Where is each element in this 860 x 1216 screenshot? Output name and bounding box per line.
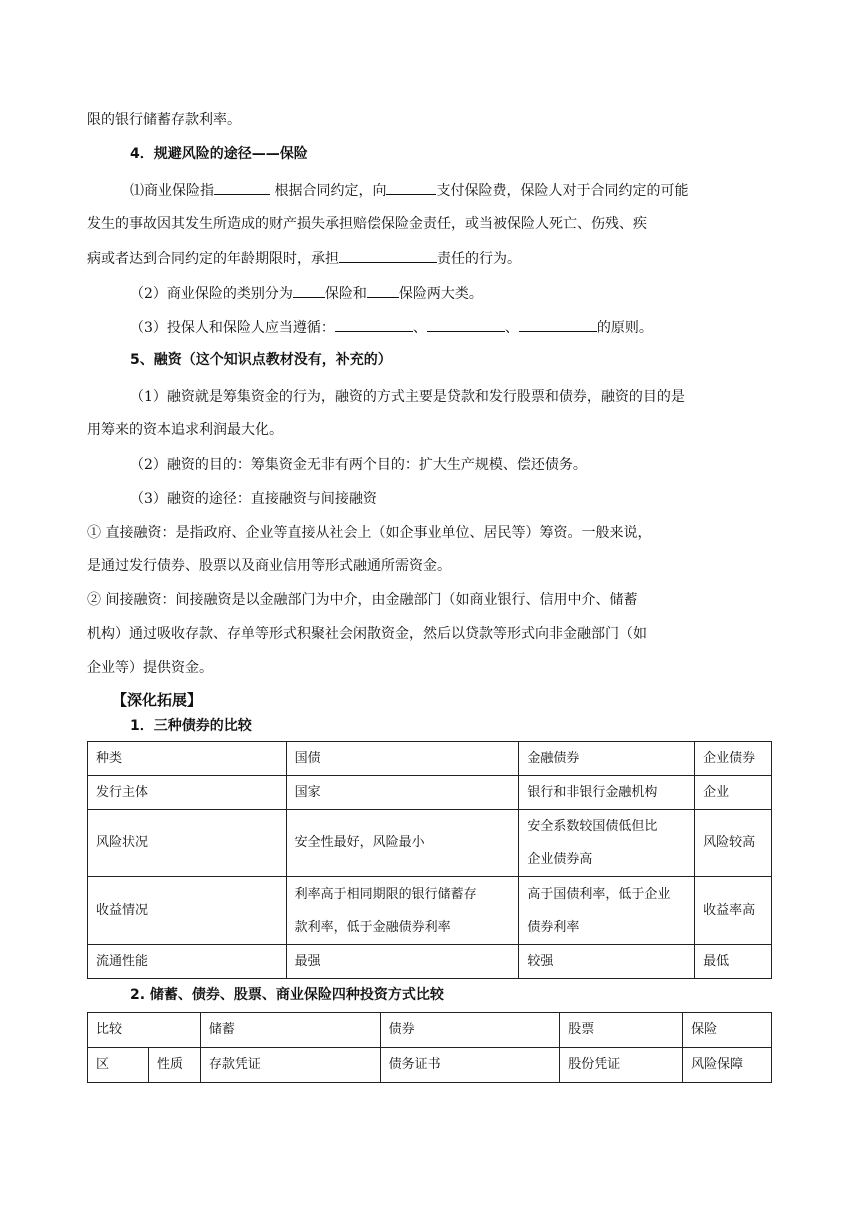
table-cell: 流通性能 bbox=[88, 945, 287, 979]
paragraph-insurance-3 bbox=[130, 317, 653, 338]
table-cell: 最低 bbox=[695, 945, 772, 979]
table-cell: 保险 bbox=[683, 1013, 772, 1048]
cell-line: 利率高于相同期限的银行储蓄存 bbox=[294, 886, 477, 902]
text-line: 限的银行储蓄存款利率。 bbox=[87, 112, 241, 128]
fill-blank[interactable] bbox=[214, 180, 270, 195]
cell-line: 债券利率 bbox=[527, 919, 580, 935]
table-cell: 债券 bbox=[380, 1013, 560, 1048]
text-span: 保险和 bbox=[324, 286, 367, 302]
table-header-row bbox=[88, 742, 772, 776]
subsection-heading-1: 1．三种债券的比较 bbox=[130, 718, 252, 734]
table-cell: 国债 bbox=[286, 742, 519, 776]
table-cell: 债务证书 bbox=[380, 1048, 560, 1083]
table-cell bbox=[519, 877, 695, 945]
table-cell: 比较 bbox=[88, 1013, 201, 1048]
table-cell: 风险较高 bbox=[695, 810, 772, 877]
table-cell: 收益情况 bbox=[88, 877, 287, 945]
fill-blank[interactable] bbox=[427, 317, 505, 332]
investment-comparison-table bbox=[87, 1012, 772, 1083]
text-span: （2）商业保险的类别分为 bbox=[130, 286, 293, 302]
text-line: （3）融资的途径：直接融资与间接融资 bbox=[130, 491, 377, 507]
table-cell: 发行主体 bbox=[88, 776, 287, 810]
text-span: 根据合同约定，向 bbox=[270, 183, 387, 199]
table-cell: 最强 bbox=[286, 945, 519, 979]
text-span: 、 bbox=[412, 320, 427, 336]
table-cell: 国家 bbox=[286, 776, 519, 810]
table-cell: 性质 bbox=[148, 1048, 200, 1083]
table-row bbox=[88, 810, 772, 877]
text-span: 责任的行为。 bbox=[437, 251, 521, 267]
text-line bbox=[87, 248, 521, 269]
text-line: 是通过发行债券、股票以及商业信用等形式融通所需资金。 bbox=[87, 558, 451, 574]
table-cell: 风险状况 bbox=[88, 810, 287, 877]
table-cell: 银行和非银行金融机构 bbox=[519, 776, 695, 810]
bond-comparison-table bbox=[87, 741, 772, 979]
table-cell bbox=[519, 810, 695, 877]
table-cell: 种类 bbox=[88, 742, 287, 776]
text-span: 病或者达到合同约定的年龄期限时，承担 bbox=[87, 251, 339, 267]
table-cell: 较强 bbox=[519, 945, 695, 979]
text-span: 的原则。 bbox=[596, 320, 653, 336]
subsection-heading-2: 2. 储蓄、债券、股票、商业保险四种投资方式比较 bbox=[130, 987, 444, 1003]
fill-blank[interactable] bbox=[386, 180, 436, 195]
fill-blank[interactable] bbox=[367, 283, 399, 298]
table-cell: 股票 bbox=[560, 1013, 683, 1048]
table-cell: 金融债券 bbox=[519, 742, 695, 776]
text-line: （1）融资就是筹集资金的行为，融资的方式主要是贷款和发行股票和债券，融资的目的是 bbox=[130, 389, 685, 405]
text-line: ② 间接融资：间接融资是以金融部门为中介，由金融部门（如商业银行、信用中介、储蓄 bbox=[87, 592, 638, 608]
fill-blank[interactable] bbox=[335, 317, 413, 332]
text-line: 企业等）提供资金。 bbox=[87, 660, 213, 676]
text-line: 发生的事故因其发生所造成的财产损失承担赔偿保险金责任，或当被保险人死亡、伤残、疾 bbox=[87, 216, 647, 232]
table-row bbox=[88, 945, 772, 979]
table-row bbox=[88, 877, 772, 945]
fill-blank[interactable] bbox=[293, 283, 325, 298]
cell-line: 款利率，低于金融债券利率 bbox=[294, 919, 451, 935]
text-span: 保险两大类。 bbox=[398, 286, 483, 302]
text-span: （3）投保人和保险人应当遵循： bbox=[130, 320, 335, 336]
table-cell: 企业债券 bbox=[695, 742, 772, 776]
table-cell bbox=[286, 877, 519, 945]
deep-extension-heading: 【深化拓展】 bbox=[112, 691, 203, 709]
text-line: 用筹来的资本追求利润最大化。 bbox=[87, 422, 283, 438]
table-cell: 收益率高 bbox=[695, 877, 772, 945]
table-cell: 安全性最好，风险最小 bbox=[286, 810, 519, 877]
table-header-row bbox=[88, 1013, 772, 1048]
table-cell: 储蓄 bbox=[200, 1013, 380, 1048]
cell-line: 高于国债利率，低于企业 bbox=[527, 886, 671, 902]
text-line: 机构）通过吸收存款、存单等形式积聚社会闲散资金，然后以贷款等形式向非金融部门（如 bbox=[87, 626, 647, 642]
section-heading-4: 4．规避风险的途径——保险 bbox=[130, 146, 308, 162]
paragraph-insurance-2 bbox=[130, 283, 483, 304]
cell-line: 企业债券高 bbox=[527, 852, 593, 867]
table-cell: 企业 bbox=[695, 776, 772, 810]
paragraph-insurance-1 bbox=[130, 180, 688, 201]
table-cell: 股份凭证 bbox=[560, 1048, 683, 1083]
cell-line: 安全系数较国债低但比 bbox=[527, 819, 658, 834]
text-span: 支付保险费，保险人对于合同约定的可能 bbox=[436, 183, 689, 199]
table-cell: 风险保障 bbox=[683, 1048, 772, 1083]
text-line: （2）融资的目的：筹集资金无非有两个目的：扩大生产规模、偿还债务。 bbox=[130, 457, 587, 473]
text-line: ① 直接融资：是指政府、企业等直接从社会上（如企事业单位、居民等）筹资。一般来说， bbox=[87, 525, 652, 541]
text-span: 、 bbox=[504, 320, 519, 336]
fill-blank[interactable] bbox=[339, 248, 437, 263]
table-cell: 存款凭证 bbox=[200, 1048, 380, 1083]
section-heading-5: 5、融资（这个知识点教材没有，补充的） bbox=[130, 352, 392, 368]
table-row bbox=[88, 776, 772, 810]
table-row bbox=[88, 1048, 772, 1083]
table-cell: 区 bbox=[88, 1048, 149, 1083]
text-span: ⑴商业保险指 bbox=[130, 183, 214, 199]
fill-blank[interactable] bbox=[519, 317, 597, 332]
